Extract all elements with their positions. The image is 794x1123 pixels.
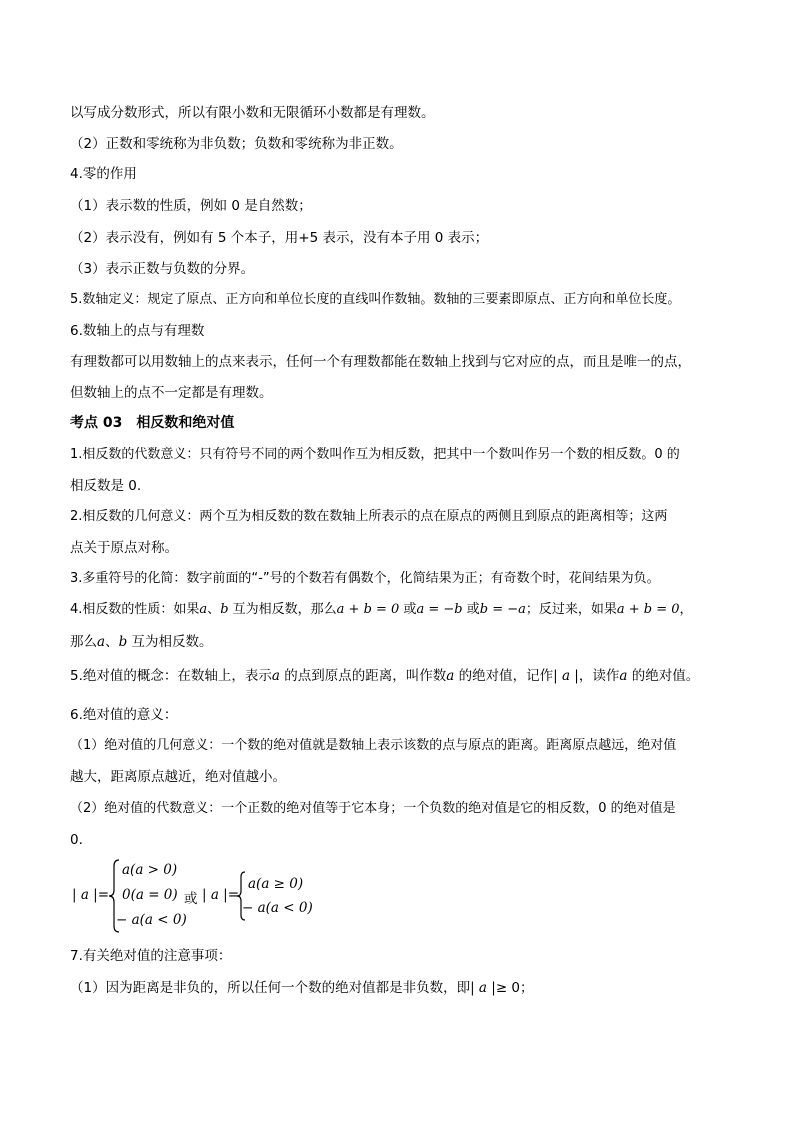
text-line: （2）表示没有，例如有 5 个本子，用+5 表示，没有本子用 0 表示； xyxy=(70,230,489,246)
text-line: 6.数轴上的点与有理数 xyxy=(70,323,205,339)
text-line-opposite-property: 4.相反数的性质：如果a、b 互为相反数，那么a + b = 0 或a = −b 或b = −a；反过来，如果a + b = 0， xyxy=(70,602,693,617)
text-line: 6.绝对值的意义： xyxy=(70,707,178,723)
text-line: 3.多重符号的化简：数字前面的“-”号的个数若有偶数个，化简结果为正；有奇数个时，花间结果为负。 xyxy=(70,571,660,586)
text-line: 以写成分数形式，所以有限小数和无限循环小数都是有理数。 xyxy=(70,105,435,121)
text-line: 4.零的作用 xyxy=(70,166,137,182)
text-line: 1.相反数的代数意义：只有符号不同的两个数叫作互为相反数，把其中一个数叫作另一个数的相反数。0 的 xyxy=(70,447,680,462)
section-heading: 考点 03 相反数和绝对值 xyxy=(70,415,235,431)
text-line: （2）绝对值的代数意义：一个正数的绝对值等于它本身；一个负数的绝对值是它的相反数，0 的绝对值是 xyxy=(70,801,676,816)
text-line: 5.数轴定义：规定了原点、正方向和单位长度的直线叫作数轴。数轴的三要素即原点、正方向和单位长度。 xyxy=(70,292,681,307)
text-line: （2）正数和零统称为非负数；负数和零统称为非正数。 xyxy=(70,136,403,152)
text-line: 越大，距离原点越近，绝对值越小。 xyxy=(70,769,286,785)
text-line: 7.有关绝对值的注意事项： xyxy=(70,948,232,964)
text-line: （1）因为距离是非负的，所以任何一个数的绝对值都是非负数，即| a |≥ 0； xyxy=(70,980,534,996)
text-line: 0. xyxy=(70,832,83,848)
text-line-absolute-value-concept: 5.绝对值的概念：在数轴上，表示a 的点到原点的距离，叫作数a 的绝对值，记作| a |，读作a 的绝对值。 xyxy=(70,668,700,684)
text-line: 但数轴上的点不一定都是有理数。 xyxy=(70,385,273,401)
absolute-value-formula: | a |= a(a > 0) 0(a = 0) − a(a < 0) 或 | a |= a(a ≥ 0) − a(a < 0) xyxy=(72,858,332,934)
text-line: 点关于原点对称。 xyxy=(70,540,178,556)
text-line: （3）表示正数与负数的分界。 xyxy=(70,261,255,277)
text-line: 有理数都可以用数轴上的点来表示，任何一个有理数都能在数轴上找到与它对应的点，而且是唯一的点， xyxy=(70,354,691,370)
text-line: （1）表示数的性质，例如 0 是自然数； xyxy=(70,198,312,214)
text-line: 那么a、b 互为相反数。 xyxy=(70,634,213,650)
text-line: 2.相反数的几何意义：两个互为相反数的数在数轴上所表示的点在原点的两侧且到原点的距离相等；这两 xyxy=(70,509,668,524)
text-line: 相反数是 0. xyxy=(70,478,142,494)
text-line: （1）绝对值的几何意义：一个数的绝对值就是数轴上表示该数的点与原点的距离。距离原点越远，绝对值 xyxy=(70,738,677,753)
